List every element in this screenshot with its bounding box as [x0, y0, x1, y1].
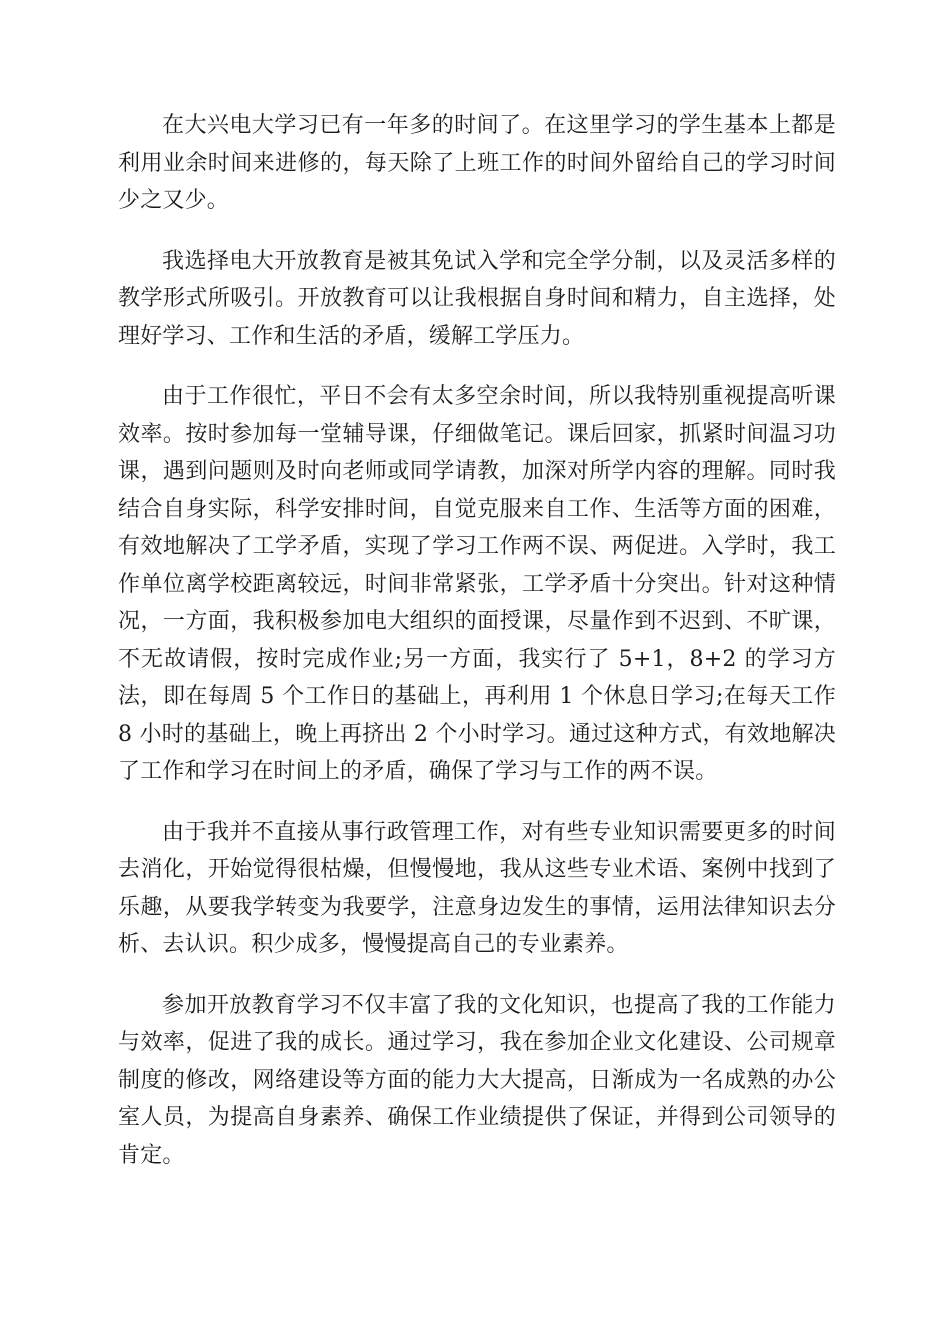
document-body: [118, 107, 836, 1197]
paragraph-4: 由于我并不直接从事行政管理工作，对有些专业知识需要更多的时间去消化，开始觉得很枯燥，但慢慢地，我从这些专业术语、案例中找到了乐趣，从要我学转变为我要学，注意身边发生的事情，运用法律知识去分析、去认识。积少成多，慢慢提高自己的专业素养。: [118, 819, 836, 957]
paragraph-1: 在大兴电大学习已有一年多的时间了。在这里学习的学生基本上都是利用业余时间来进修的，每天除了上班工作的时间外留给自己的学习时间少之又少。: [118, 113, 836, 213]
paragraph-2: 我选择电大开放教育是被其免试入学和完全学分制，以及灵活多样的教学形式所吸引。开放教育可以让我根据自身时间和精力，自主选择，处理好学习、工作和生活的矛盾，缓解工学压力。: [118, 248, 836, 349]
paragraph-5: 参加开放教育学习不仅丰富了我的文化知识，也提高了我的工作能力与效率，促进了我的成长。通过学习，我在参加企业文化建设、公司规章制度的修改，网络建设等方面的能力大大提高，日渐成为一名成熟的办公室人员，为提高自身素养、确保工作业绩提供了保证，并得到公司领导的肯定。: [118, 992, 836, 1168]
paragraph-3: 由于工作很忙，平日不会有太多空余时间，所以我特别重视提高听课效率。按时参加每一堂辅导课，仔细做笔记。课后回家，抓紧时间温习功课，遇到问题则及时向老师或同学请教，加深对所学内容的理解。同时我结合自身实际，科学安排时间，自觉克服来自工作、生活等方面的困难，有效地解决了工学矛盾，实现了学习工作两不误、两促进。入学时，我工作单位离学校距离较远，时间非常紧张，工学矛盾十分突出。针对这种情况，一方面，我积极参加电大组织的面授课，尽量作到不迟到、不旷课，不无故请假，按时完成作业;另一方面，我实行了 5+1，8+2 的学习方法，即在每周 5 个工作日的基础上，再利用 1 个休息日学习;在每天工作 8 小时的基础上，晚上再挤出 2 个小时学习。通过这种方式，有效地解决了工作和学习在时间上的矛盾，确保了学习与工作的两不误。: [118, 384, 836, 784]
